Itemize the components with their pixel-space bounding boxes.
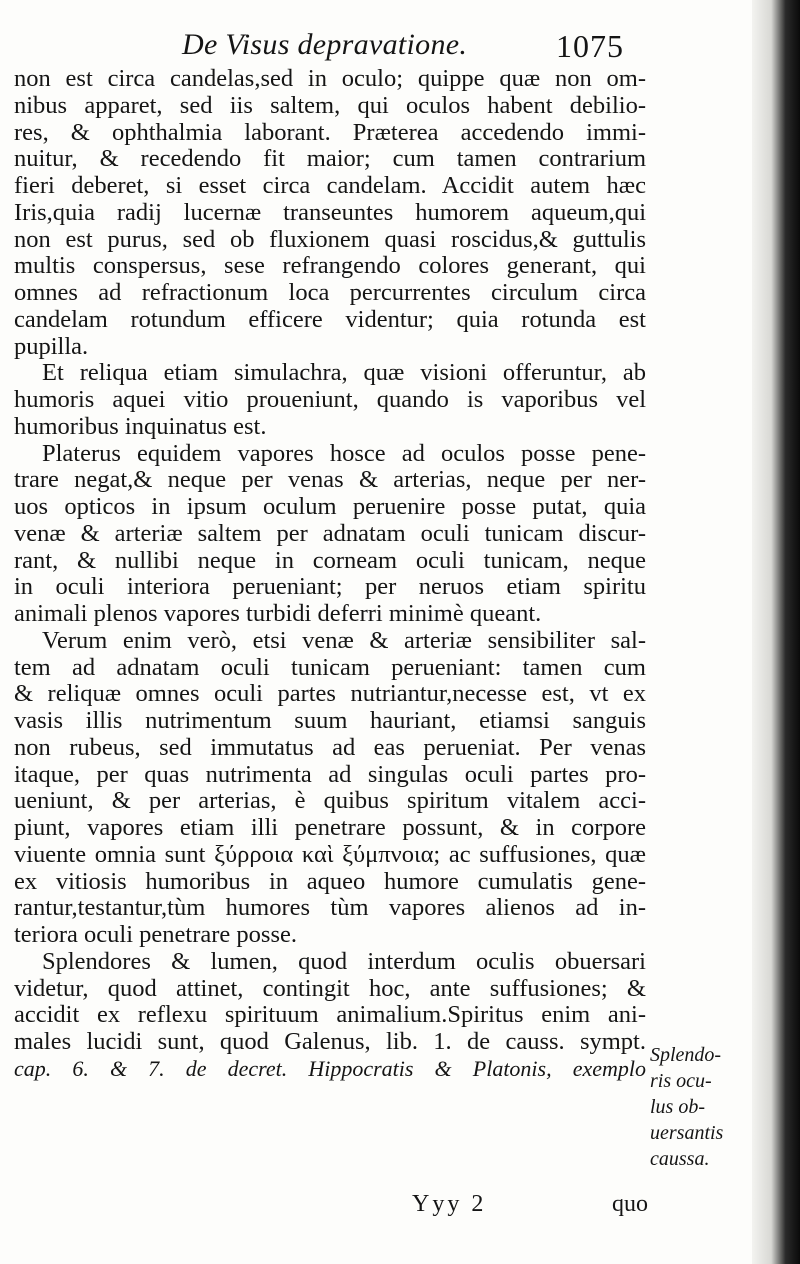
text-line: non est circa candelas,sed in oculo; quippe quæ non om-: [14, 65, 646, 92]
text-line: in oculi interiora perueniant; per neruos etiam spiritu: [14, 573, 646, 601]
text-line: trare negat,& neque per venas & arterias, neque per ner-: [14, 466, 646, 494]
text-line: viuente omnia sunt ξύρροια καὶ ξύμπνοια; ac suffusiones, quæ: [14, 840, 646, 868]
text-line: uos opticos in ipsum oculum peruenire posse putat, quia: [14, 493, 646, 520]
page-number: 1075: [556, 28, 624, 64]
catchword: quo: [612, 1191, 648, 1217]
text-line: humoribus inquinatus est.: [14, 412, 267, 440]
page-edge-shadow: [752, 0, 800, 1264]
text-line: Verum enim verò, etsi venæ & arteriæ sensibiliter sal-: [42, 626, 646, 654]
text-line: non rubeus, sed immutatus ad eas perueniat. Per venas: [14, 733, 646, 761]
text-line: rant, & nullibi neque in corneam oculi tunicam, neque: [14, 546, 646, 574]
text-line: ex vitiosis humoribus in aqueo humore cumulatis gene-: [14, 867, 646, 895]
text-line: non est purus, sed ob fluxionem quasi roscidus,& guttulis: [14, 225, 646, 253]
text-line: rantur,testantur,tùm humores tùm vapores alienos ad in-: [14, 894, 646, 922]
margin-note-line: Splendo-: [650, 1044, 722, 1066]
body-text: [14, 66, 646, 1083]
text-line: humoris aquei vitio proueniunt, quando is vaporibus vel: [14, 386, 646, 413]
text-line: itaque, per quas nutrimenta ad singulas oculi partes pro-: [14, 760, 646, 788]
text-line: candelam rotundum efficere videntur; quia rotunda est: [14, 305, 646, 333]
margin-note-line: caussa.: [650, 1148, 710, 1170]
page-header: [14, 24, 734, 64]
text-line: venæ & arteriæ saltem per adnatam oculi tunicam discur-: [14, 519, 646, 547]
text-line: Platerus equidem vapores hosce ad oculos posse pene-: [42, 439, 646, 467]
text-line: Iris,quia radij lucernæ transeuntes humorem aqueum,qui: [14, 198, 646, 226]
text-line: Et reliqua etiam simulachra, quæ visioni offeruntur, ab: [42, 359, 646, 387]
text-line: accidit ex reflexu spirituum animalium.Spiritus enim ani-: [14, 1001, 646, 1029]
margin-note-line: lus ob-: [650, 1096, 705, 1118]
signature-mark: Yyy 2: [412, 1191, 487, 1217]
text-line: cap. 6. & 7. de decret. Hippocratis & Platonis, exemplo: [14, 1055, 646, 1081]
page-footer: [14, 1191, 734, 1225]
margin-note-line: ris ocu-: [650, 1070, 712, 1092]
text-line: animali plenos vapores turbidi deferri minimè queant.: [14, 600, 542, 627]
margin-note-line: uersantis: [650, 1122, 724, 1144]
text-line: videtur, quod attinet, contingit hoc, ante suffusiones; &: [14, 974, 646, 1002]
running-title: De Visus depravatione.: [182, 28, 468, 61]
text-line: piunt, vapores etiam illi penetrare possunt, & in corpore: [14, 814, 646, 841]
text-line: ueniunt, & per arterias, è quibus spiritum vitalem acci-: [14, 787, 646, 815]
text-line: nuitur, & recedendo fit maior; cum tamen contrarium: [14, 145, 646, 173]
text-line: Splendores & lumen, quod interdum oculis obuersari: [42, 947, 646, 975]
text-line: & reliquæ omnes oculi partes nutriantur,necesse est, vt ex: [14, 680, 646, 708]
text-line: teriora oculi penetrare posse.: [14, 921, 297, 948]
text-line: multis conspersus, sese refrangendo colores generant, qui: [14, 252, 646, 280]
text-line: tem ad adnatam oculi tunicam perueniant: tamen cum: [14, 653, 646, 681]
text-line: res, & ophthalmia laborant. Præterea accedendo immi-: [14, 118, 646, 146]
text-line: pupilla.: [14, 332, 89, 360]
text-line: fieri deberet, si esset circa candelam. Accidit autem hæc: [14, 172, 646, 199]
margin-note: [650, 1042, 740, 1172]
text-line: males lucidi sunt, quod Galenus, lib. 1. de causs. sympt.: [14, 1028, 646, 1055]
text-line: nibus apparet, sed iis saltem, qui oculos habent debilio-: [14, 91, 646, 119]
text-line: omnes ad refractionum loca percurrentes circulum circa: [14, 279, 646, 306]
text-line: vasis illis nutrimentum suum hauriant, etiamsi sanguis: [14, 707, 646, 734]
